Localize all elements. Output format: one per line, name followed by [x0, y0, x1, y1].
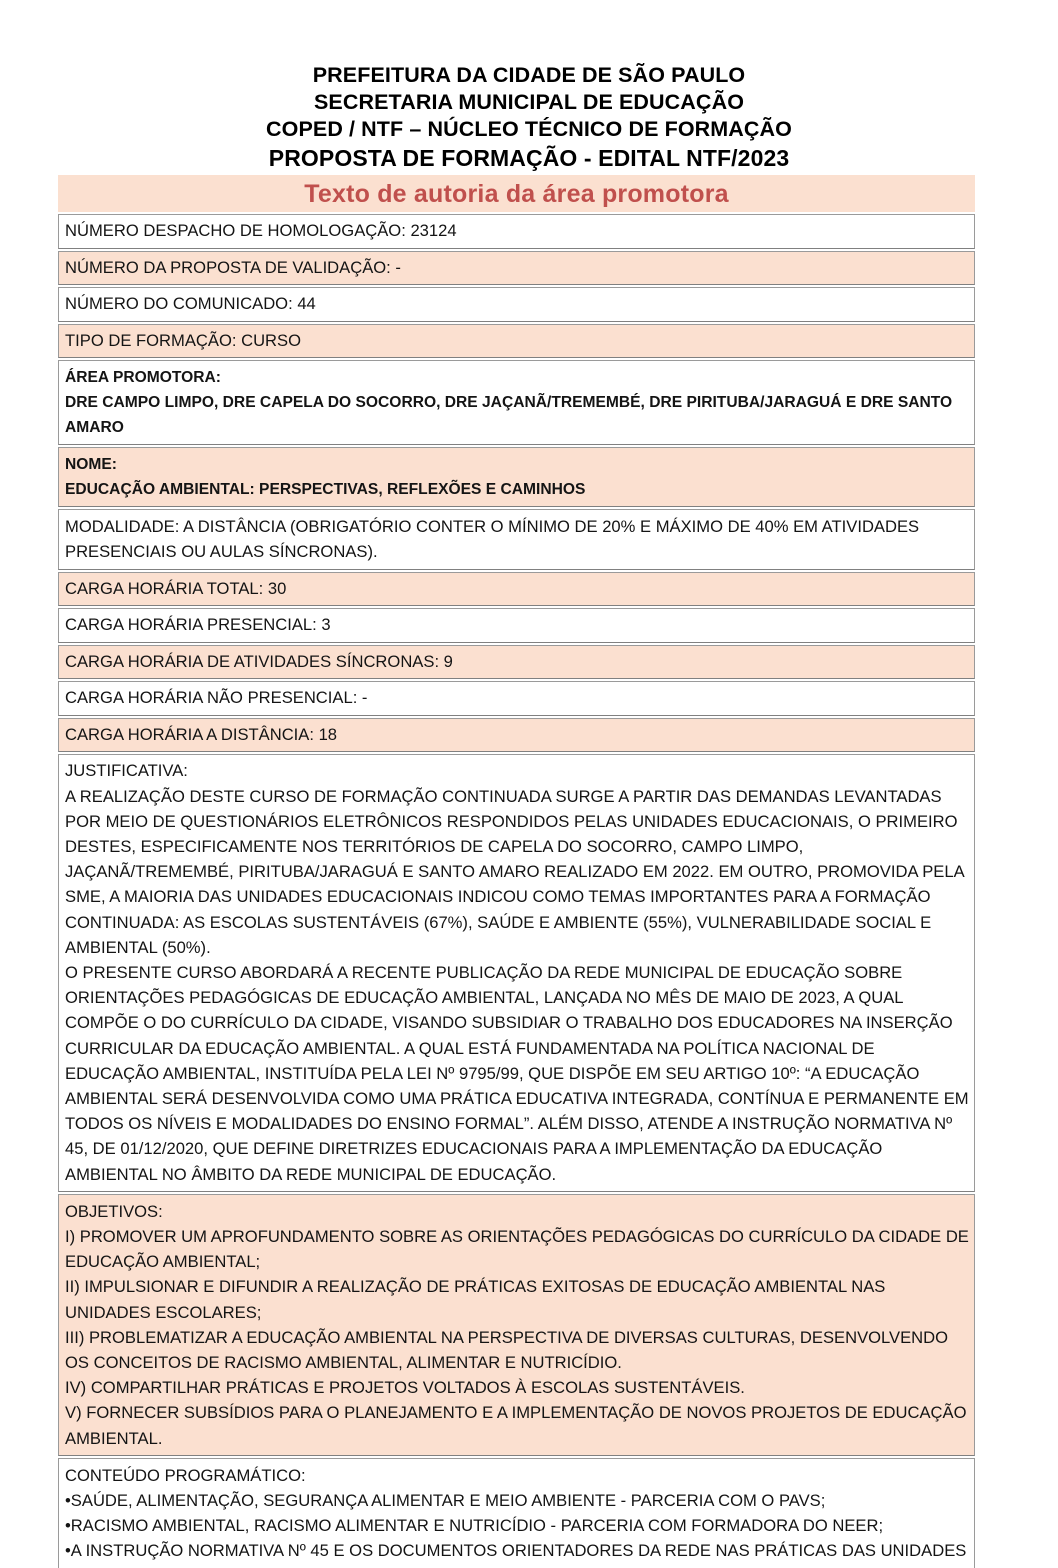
row-comunicado [58, 287, 975, 322]
field-carga-horaria-distancia: CARGA HORÁRIA A DISTÂNCIA: 18 [65, 724, 338, 744]
label-justificativa: JUSTIFICATIVA: [65, 761, 188, 781]
row-carga-horaria-distancia [58, 718, 975, 753]
conteudo-item-1: •SAÚDE, ALIMENTAÇÃO, SEGURANÇA ALIMENTAR E MEIO AMBIENTE - PARCERIA COM O PAVS; [65, 1491, 826, 1510]
row-conteudo-programatico [58, 1458, 975, 1568]
header-line-proposta-edital: PROPOSTA DE FORMAÇÃO - EDITAL NTF/2023 [268, 145, 790, 171]
banner-label: Texto de autoria da área promotora [304, 179, 729, 208]
field-despacho-homologacao: NÚMERO DESPACHO DE HOMOLOGAÇÃO: 23124 [65, 221, 457, 240]
field-carga-horaria-total: CARGA HORÁRIA TOTAL: 30 [65, 578, 287, 598]
field-tipo-formacao: TIPO DE FORMAÇÃO: CURSO [65, 330, 302, 350]
document-header [0, 0, 1058, 173]
field-carga-horaria-presencial: CARGA HORÁRIA PRESENCIAL: 3 [65, 615, 331, 635]
proposta-table [58, 214, 975, 1568]
conteudo-item-2: •RACISMO AMBIENTAL, RACISMO ALIMENTAR E NUTRICÍDIO - PARCERIA COM FORMADORA DO NEER; [65, 1516, 884, 1536]
header-line-secretaria: SECRETARIA MUNICIPAL DE EDUCAÇÃO [313, 90, 745, 114]
label-nome: NOME: [65, 456, 117, 473]
field-comunicado: NÚMERO DO COMUNICADO: 44 [65, 294, 316, 313]
objetivo-item-4: IV) COMPARTILHAR PRÁTICAS E PROJETOS VOLTADOS À ESCOLAS SUSTENTÁVEIS. [65, 1378, 745, 1398]
row-carga-horaria-sincronas [58, 645, 975, 680]
row-carga-horaria-total [58, 572, 975, 607]
row-objetivos [58, 1194, 975, 1456]
label-area-promotora: ÁREA PROMOTORA: [65, 369, 221, 386]
header-line-coped-ntf: COPED / NTF – NÚCLEO TÉCNICO DE FORMAÇÃO [266, 117, 792, 141]
row-tipo-formacao [58, 324, 975, 359]
banner-texto-autoria [58, 175, 975, 212]
field-modalidade: MODALIDADE: A DISTÂNCIA (OBRIGATÓRIO CONTER O MÍNIMO DE 20% E MÁXIMO DE 40% EM ATIVIDADES PRESENCIAIS OU AULAS SÍNCRONAS). [65, 517, 920, 562]
row-carga-horaria-nao-presencial [58, 681, 975, 716]
label-objetivos: OBJETIVOS: [65, 1201, 163, 1221]
objetivo-item-3: III) PROBLEMATIZAR A EDUCAÇÃO AMBIENTAL NA PERSPECTIVA DE DIVERSAS CULTURAS, DESENVOLVENDO OS CONCEITOS DE RACISMO AMBIENTAL, ALIMENTAR E NUTRICÍDIO. [65, 1327, 949, 1372]
label-conteudo-programatico: CONTEÚDO PROGRAMÁTICO: [65, 1465, 306, 1485]
row-carga-horaria-presencial [58, 608, 975, 643]
row-despacho-homologacao [58, 214, 975, 249]
objetivo-item-1: I) PROMOVER UM APROFUNDAMENTO SOBRE AS ORIENTAÇÕES PEDAGÓGICAS DO CURRÍCULO DA CIDADE DE EDUCAÇÃO AMBIENTAL; [65, 1226, 969, 1272]
field-carga-horaria-nao-presencial: CARGA HORÁRIA NÃO PRESENCIAL: - [65, 688, 368, 708]
objetivo-item-2: II) IMPULSIONAR E DIFUNDIR A REALIZAÇÃO DE PRÁTICAS EXITOSAS DE EDUCAÇÃO AMBIENTAL NAS UNIDADES ESCOLARES; [65, 1277, 886, 1322]
row-modalidade [58, 509, 975, 570]
row-area-promotora [58, 360, 975, 445]
row-proposta-validacao [58, 251, 975, 286]
conteudo-item-3: •A INSTRUÇÃO NORMATIVA Nº 45 E OS DOCUMENTOS ORIENTADORES DA REDE NAS PRÁTICAS DAS UNIDADES [65, 1541, 967, 1561]
row-justificativa [58, 754, 975, 1191]
justificativa-paragraph-2: O PRESENTE CURSO ABORDARÁ A RECENTE PUBLICAÇÃO DA REDE MUNICIPAL DE EDUCAÇÃO SOBRE ORIENTAÇÕES PEDAGÓGICAS DE EDUCAÇÃO AMBIENTAL, LANÇADA NO MÊS DE MAIO DE 2023, A QUAL COMPÕE O DO CURRÍCULO DA CIDADE, VISANDO SUBSIDIAR O TRABALHO DOS EDUCADORES NA INSERÇÃO CURRICULAR DA EDUCAÇÃO AMBIENTAL. A QUAL ESTÁ FUNDAMENTADA NA POLÍTICA NACIONAL DE EDUCAÇÃO AMBIENTAL, INSTITUÍDA PELA LEI Nº 9795/99, QUE DISPÕE EM SEU ARTIGO 10º: “A EDUCAÇÃO AMBIENTAL SERÁ DESENVOLVIDA COMO UMA PRÁTICA EDUCATIVA INTEGRADA, CONTÍNUA E PERMANENTE EM TODOS OS NÍVEIS E MODALIDADES DO ENSINO FORMAL”. ALÉM DISSO, ATENDE A INSTRUÇÃO NORMATIVA Nº 45, DE 01/12/2020, QUE DEFINE DIRETRIZES EDUCACIONAIS PARA A IMPLEMENTAÇÃO DA EDUCAÇÃO AMBIENTAL NO ÂMBITO DA REDE MUNICIPAL DE EDUCAÇÃO. [65, 962, 969, 1184]
value-nome: EDUCAÇÃO AMBIENTAL: PERSPECTIVAS, REFLEXÕES E CAMINHOS [65, 481, 586, 498]
row-nome [58, 447, 975, 507]
value-area-promotora: DRE CAMPO LIMPO, DRE CAPELA DO SOCORRO, DRE JAÇANÃ/TREMEMBÉ, DRE PIRITUBA/JARAGUÁ E DRE SANTO AMARO [65, 394, 953, 436]
objetivo-item-5: V) FORNECER SUBSÍDIOS PARA O PLANEJAMENTO E A IMPLEMENTAÇÃO DE NOVOS PROJETOS DE EDUCAÇÃO AMBIENTAL. [65, 1403, 967, 1448]
field-proposta-validacao: NÚMERO DA PROPOSTA DE VALIDAÇÃO: - [65, 257, 401, 277]
header-line-prefeitura: PREFEITURA DA CIDADE DE SÃO PAULO [312, 63, 746, 87]
justificativa-paragraph-1: A REALIZAÇÃO DESTE CURSO DE FORMAÇÃO CONTINUADA SURGE A PARTIR DAS DEMANDAS LEVANTADAS POR MEIO DE QUESTIONÁRIOS ELETRÔNICOS RESPONDIDOS PELAS UNIDADES EDUCACIONAIS, O PRIMEIRO DESTES, ESPECIFICAMENTE NOS TERRITÓRIOS DE CAPELA DO SOCORRO, CAMPO LIMPO, JAÇANÃ/TREMEMBÉ, PIRITUBA/JARAGUÁ E SANTO AMARO REALIZADO EM 2022. EM OUTRO, PROMOVIDA PELA SME, A MAIORIA DAS UNIDADES EDUCACIONAIS INDICOU COMO TEMAS IMPORTANTES PARA A FORMAÇÃO CONTINUADA: AS ESCOLAS SUSTENTÁVEIS (67%), SAÚDE E AMBIENTE (55%), VULNERABILIDADE SOCIAL E AMBIENTAL (50%). [65, 786, 964, 957]
field-carga-horaria-sincronas: CARGA HORÁRIA DE ATIVIDADES SÍNCRONAS: 9 [65, 651, 453, 671]
